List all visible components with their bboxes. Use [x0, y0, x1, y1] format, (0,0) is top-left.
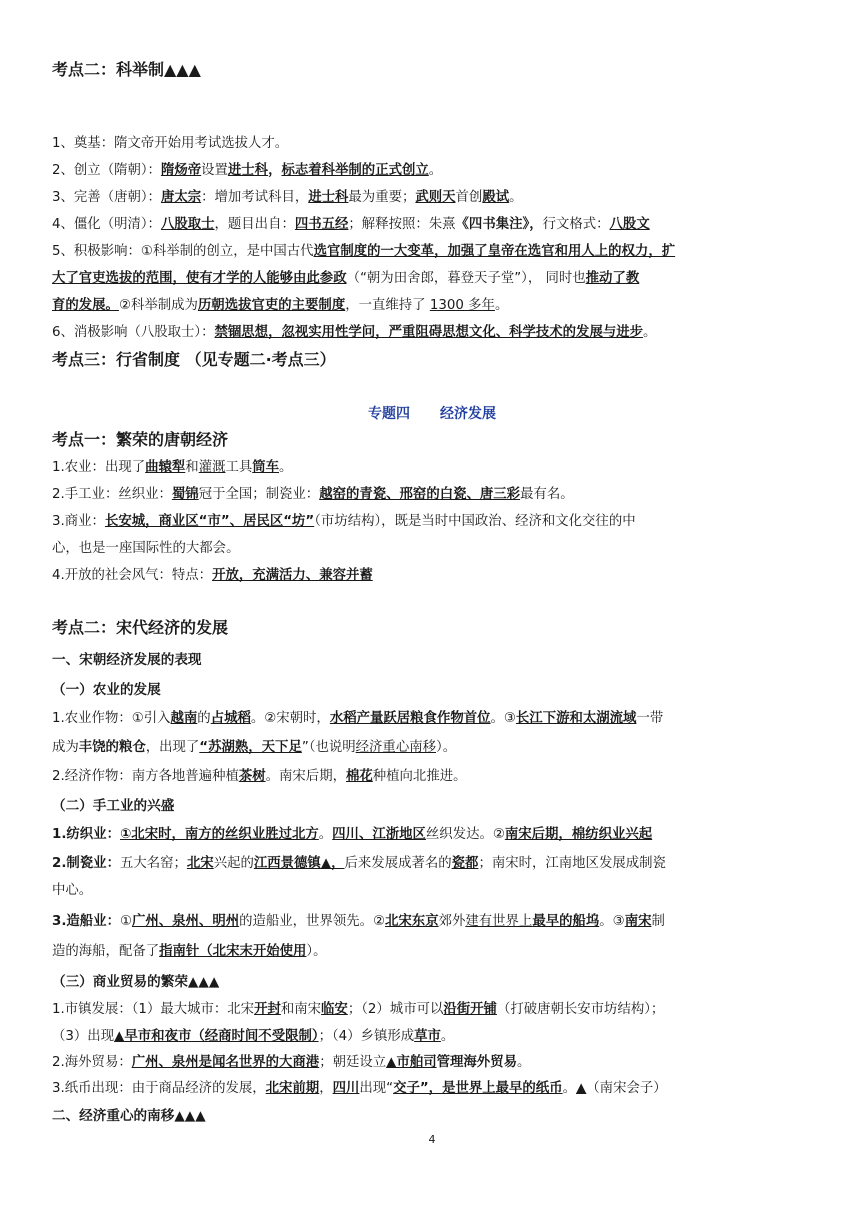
text-line: 2.海外贸易：广州、泉州是闻名世界的大商港；朝廷设立▲市舶司管理海外贸易。	[52, 1055, 531, 1070]
text-line: （3）出现▲早市和夜市（经商时间不受限制）；（4）乡镇形成草市。	[52, 1029, 455, 1044]
text-line: 造的海船，配备了指南针（北宋末开始使用）。	[52, 944, 327, 959]
text-line: 成为丰饶的粮仓，出现了“苏湖熟，天下足”（也说明经济重心南移）。	[52, 740, 457, 755]
subheading: （二）手工业的兴盛	[52, 798, 175, 814]
text-line: 3、完善（唐朝）：唐太宗：增加考试科目，进士科最为重要；武则天首创殿试。	[52, 190, 523, 205]
text-line: 4.开放的社会风气：特点：开放，充满活力、兼容并蓄	[52, 568, 373, 583]
text-line: 育的发展。②科举制成为历朝选拔官吏的主要制度，一直维持了 1300 多年。	[52, 298, 509, 313]
text-line: 1.纺织业：①北宋时，南方的丝织业胜过北方。四川、江浙地区丝织发达。②南宋后期，棉纺织业兴起	[52, 827, 653, 842]
subheading: （三）商业贸易的繁荣▲▲▲	[52, 974, 220, 990]
section-title-song: 考点二：宋代经济的发展	[52, 618, 229, 637]
text-line: 5、积极影响：①科举制的创立，是中国古代选官制度的一大变革，加强了皇帝在选官和用人上的权力，扩	[52, 244, 676, 259]
text-line: 1.农业：出现了曲辕犁和灌溉工具筒车。	[52, 460, 293, 475]
text-line: 中心。	[52, 883, 93, 898]
section-title-keju: 考点二：科举制▲▲▲	[52, 60, 201, 79]
text-line: 大了官吏选拔的范围，使有才学的人能够由此参政（“朝为田舍郎，暮登天子堂”）， 同时也推动了教	[52, 271, 640, 286]
section-title-tang: 考点一：繁荣的唐朝经济	[52, 430, 229, 449]
subheading: 二、经济重心的南移▲▲▲	[52, 1108, 206, 1124]
text-line: 3.造船业：①广州、泉州、明州的造船业，世界领先。②北宋东京郊外建有世界上最早的船坞。③南宋制	[52, 914, 665, 929]
subheading: 一、宋朝经济发展的表现	[52, 652, 202, 668]
text-line: 1、奠基：隋文帝开始用考试选拔人才。	[52, 136, 289, 151]
text-line: 心，也是一座国际性的大都会。	[52, 541, 240, 556]
page-number: 4	[428, 1133, 436, 1146]
text-line: 2、创立（隋朝）：隋炀帝设置进士科，标志着科举制的正式创立。	[52, 163, 443, 178]
text-line: 1.市镇发展：（1）最大城市：北宋开封和南宋临安；（2）城市可以沿街开铺（打破唐朝长安市坊结构）；	[52, 1002, 665, 1017]
subheading: （一）农业的发展	[52, 682, 161, 698]
section-title-xingsheng: 考点三：行省制度 （见专题二·考点三）	[52, 350, 336, 369]
text-line: 2.经济作物：南方各地普遍种植茶树。南宋后期，棉花种植向北推进。	[52, 769, 467, 784]
text-line: 4、僵化（明清）：八股取士，题目出自：四书五经；解释按照：朱熹《四书集注》，行文格式：八股文	[52, 217, 650, 232]
text-line: 3.商业：长安城，商业区“市”、居民区“坊”（市坊结构），既是当时中国政治、经济和文化交往的中	[52, 514, 636, 529]
text-line: 1.农业作物：①引入越南的占城稻。②宋朝时，水稻产量跃居粮食作物首位。③长江下游和太湖流域一带	[52, 711, 664, 726]
text-line: 3.纸币出现：由于商品经济的发展，北宋前期，四川出现“交子”，是世界上最早的纸币。▲（南宋会子）	[52, 1081, 667, 1096]
text-line: 6、消极影响（八股取士）：禁锢思想，忽视实用性学问，严重阻碍思想文化、科学技术的发展与进步。	[52, 325, 657, 340]
text-line: 2.制瓷业：五大名窑；北宋兴起的江西景德镇▲，后来发展成著名的瓷都；南宋时，江南地区发展成制瓷	[52, 856, 666, 871]
text-line: 2.手工业：丝织业：蜀锦冠于全国；制瓷业：越窑的青瓷、邢窑的白瓷、唐三彩最有名。	[52, 487, 574, 502]
topic-heading: 专题四 经济发展	[368, 406, 496, 422]
